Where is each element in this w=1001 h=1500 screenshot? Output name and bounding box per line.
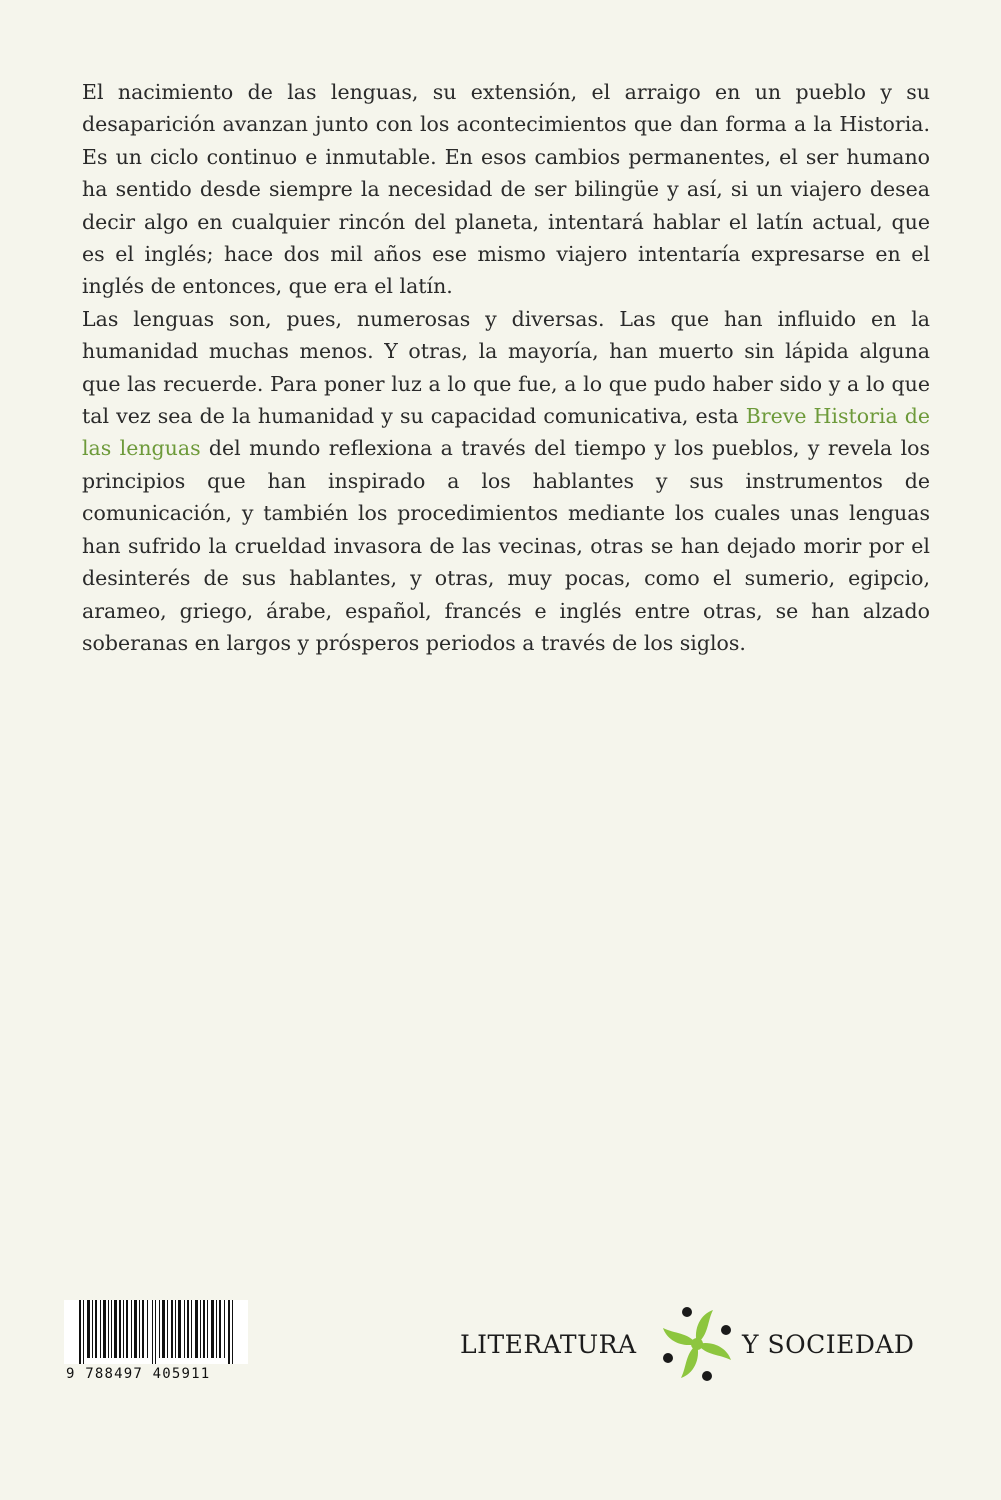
brand-word-y-sociedad: Y SOCIEDAD [742,1330,915,1359]
blurb-paragraph-2-end: del mundo reflexiona a través del tiempo y los pueblos, y revela los principios que han inspirado a los hablantes y sus instrumentos de comunicación, y también los procedimientos mediante los cuales unas lenguas han sufrido la crueldad invasora de las vecinas, otras se han dejado morir por el desinterés de sus hablantes, y otras, muy pocas, como el sumerio, egipcio, arameo, griego, árabe, español, francés e inglés entre otras, se han alzado soberanas en largos y prósperos periodos a través de los siglos. [82,436,930,655]
brand-word-literatura: LITERATURA [460,1330,637,1359]
blurb-paragraph-2-start: Las lenguas son, pues, numerosas y diversas. Las que han influido en la humanidad muchas menos. Y otras, la mayoría, han muerto sin lápida alguna que las recuerde. Para poner luz a lo que fue, a lo que pudo haber sido y a lo que tal vez sea de la humanidad y su capacidad comunicativa, esta [82,306,930,429]
isbn-digits: 9 788497 405911 [66,1366,211,1382]
book-title-highlight: Breve Historia de las lenguas [82,404,931,461]
back-cover-blurb [82,76,930,659]
blurb-paragraph-2 [82,303,930,659]
barcode-bars [64,1300,248,1364]
publisher-collection-brand [460,1300,940,1390]
pinwheel-dots-logo-icon [655,1302,739,1386]
blurb-paragraph-1: El nacimiento de las lenguas, su extensión, el arraigo en un pueblo y su desaparición avanzan junto con los acontecimientos que dan forma a la Historia. Es un ciclo continuo e inmutable. En esos cambios permanentes, el ser humano ha sentido desde siempre la necesidad de ser bilingüe y así, si un viajero desea decir algo en cualquier rincón del planeta, intentará hablar el latín actual, que es el inglés; hace dos mil años ese mismo viajero intentaría expresarse en el inglés de entonces, que era el latín. [82,80,930,299]
